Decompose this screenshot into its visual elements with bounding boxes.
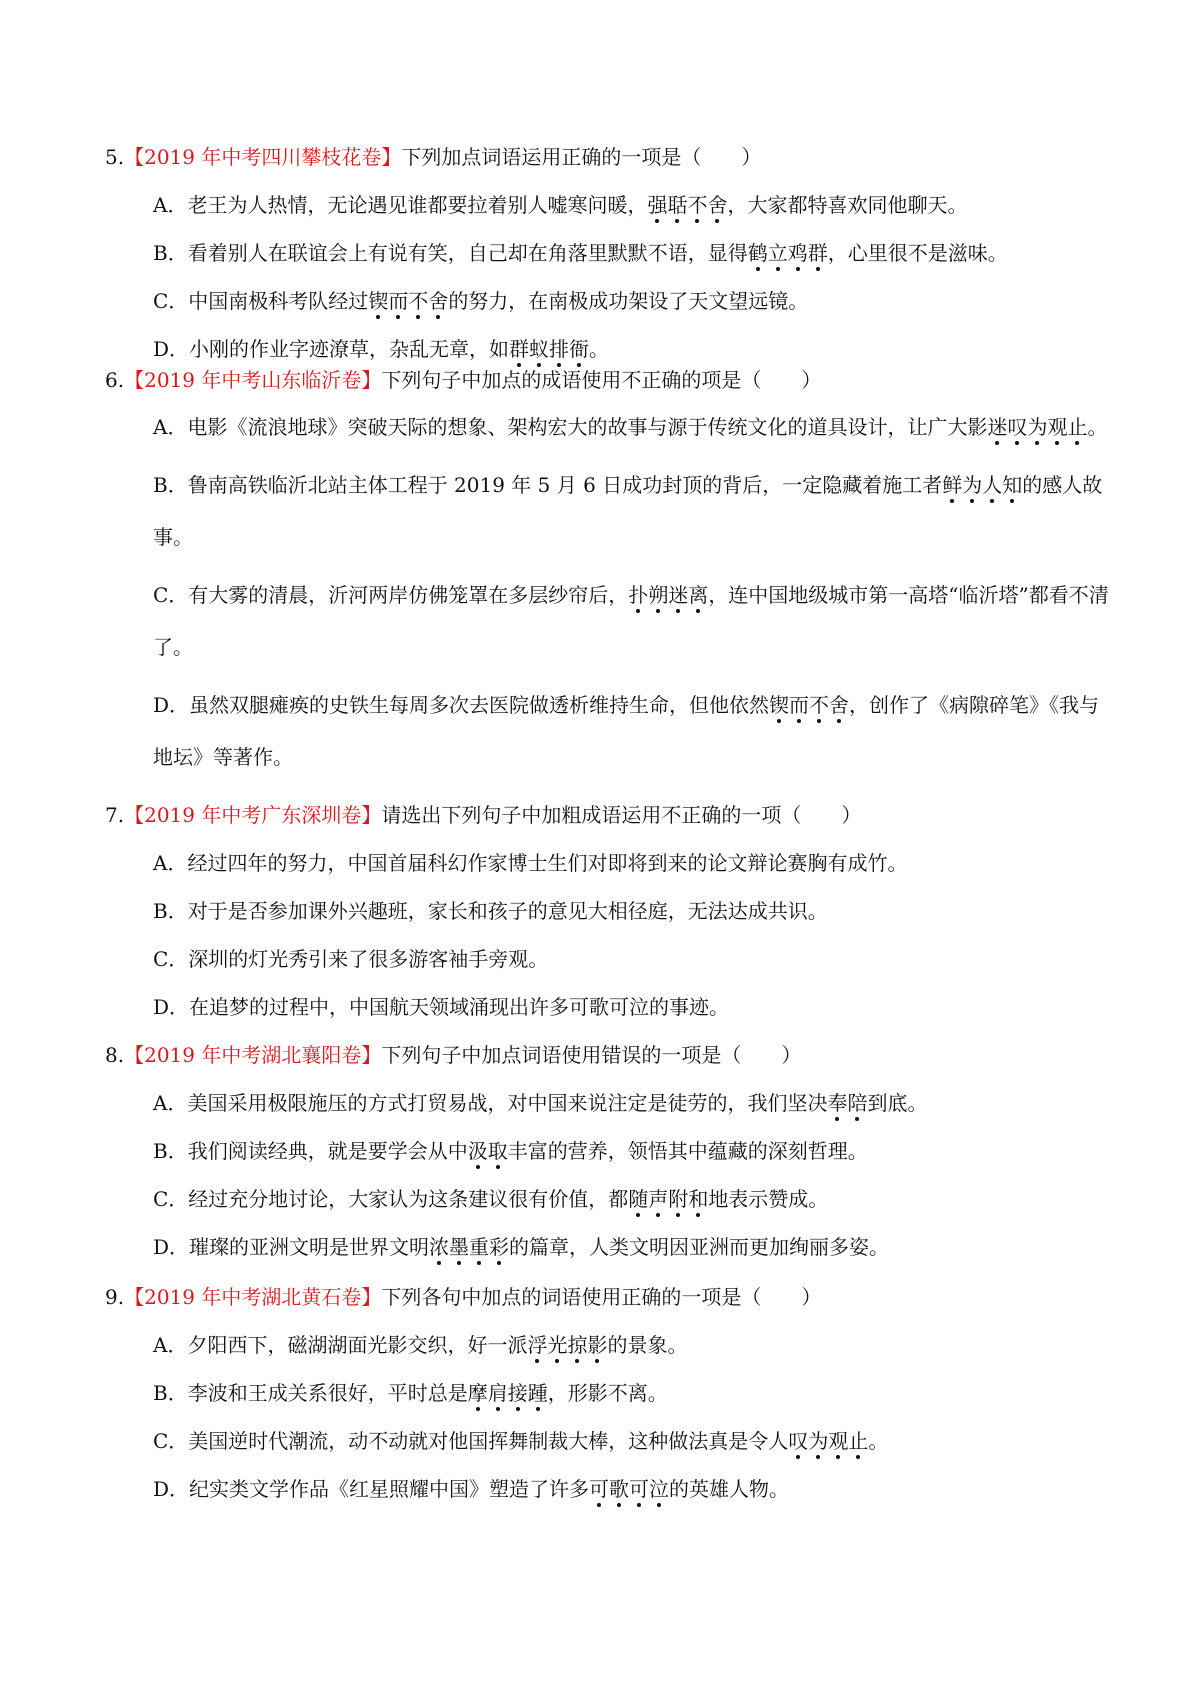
question-number: 5.: [105, 145, 125, 169]
question-number: 7.: [105, 803, 125, 827]
dotted-phrase: [769, 693, 849, 717]
question-text: 下列句子中加点的成语使用不正确的项是（ ）: [381, 368, 822, 392]
dotted-character: 止: [848, 1429, 869, 1453]
question-8: [105, 1040, 1115, 1262]
question-6: [105, 365, 1115, 783]
option-d: [153, 679, 1115, 783]
dotted-character: 舍: [428, 289, 449, 313]
dotted-character: 群: [807, 241, 828, 265]
dotted-character: 锲: [769, 693, 790, 717]
dotted-phrase: [429, 1235, 509, 1259]
option-text: B．看着别人在联谊会上有说有笑，自己却在角落里默默不语，显得: [153, 241, 748, 265]
option-text: 的篇章，人类文明因亚洲而更加绚丽多姿。: [509, 1235, 890, 1259]
dotted-phrase: [589, 1477, 669, 1501]
dotted-character: 浓: [429, 1235, 450, 1259]
dotted-phrase: [628, 583, 708, 607]
dotted-character: 蚁: [529, 337, 550, 361]
dotted-character: 影: [587, 1333, 608, 1357]
dotted-character: 歌: [609, 1477, 630, 1501]
question-5: [105, 142, 1115, 364]
option-d: [153, 334, 1115, 364]
dotted-phrase: [509, 337, 589, 361]
option-text: 丰富的营养，领悟其中蕴藏的深刻哲理。: [507, 1139, 868, 1163]
question-text: 请选出下列句子中加粗成语运用不正确的一项（ ）: [381, 803, 862, 827]
dotted-phrase: [647, 193, 727, 217]
dotted-character: 为: [1027, 415, 1048, 439]
dotted-character: 鲜: [942, 473, 963, 497]
option-d: [153, 1474, 1115, 1504]
dotted-character: 重: [469, 1235, 490, 1259]
dotted-character: 扑: [628, 583, 649, 607]
option-text: B．李波和王成关系很好，平时总是: [153, 1381, 468, 1405]
option-text: C．美国逆时代潮流，动不动就对他国挥舞制裁大棒，这种做法真是令人: [153, 1429, 789, 1453]
dotted-character: 泣: [649, 1477, 670, 1501]
option-text: 到底。: [867, 1091, 928, 1115]
option-text: A．经过四年的努力，中国首届科幻作家博士生们对即将到来的论文辩论赛胸有成竹。: [153, 851, 908, 875]
option-text: C．中国南极科考队经过: [153, 289, 369, 313]
option-d: [153, 1232, 1115, 1262]
question-number: 8.: [105, 1043, 125, 1067]
dotted-character: 和: [688, 1187, 709, 1211]
option-text: 。: [589, 337, 610, 361]
question-text: 下列加点词语运用正确的一项是（ ）: [401, 145, 762, 169]
option-text: D．璀璨的亚洲文明是世界文明: [153, 1235, 430, 1259]
option-text: ，创作了《病隙碎笔》《我与地坛》等著作。: [153, 693, 1100, 769]
option-a: [153, 848, 1115, 878]
option-text: C．有大雾的清晨，沂河两岸仿佛笼罩在多层纱帘后，: [153, 583, 629, 607]
dotted-character: 锲: [368, 289, 389, 313]
option-d: [153, 992, 1115, 1022]
option-text: ，心里很不是滋味。: [827, 241, 1008, 265]
dotted-character: 为: [808, 1429, 829, 1453]
dotted-character: 浮: [527, 1333, 548, 1357]
dotted-character: 不: [687, 193, 708, 217]
dotted-character: 随: [628, 1187, 649, 1211]
dotted-phrase: [468, 1139, 508, 1163]
option-text: 地表示赞成。: [708, 1187, 829, 1211]
dotted-phrase: [827, 1091, 867, 1115]
option-text: A．老王为人热情，无论遇见谁都要拉着别人嘘寒问暖，: [153, 193, 648, 217]
dotted-character: 光: [547, 1333, 568, 1357]
option-text: 。: [868, 1429, 889, 1453]
question-stem: [105, 800, 1115, 830]
option-b: [153, 1136, 1115, 1166]
dotted-character: 立: [767, 241, 788, 265]
dotted-character: 迷: [987, 415, 1008, 439]
dotted-character: 衙: [569, 337, 590, 361]
option-text: B．对于是否参加课外兴趣班，家长和孩子的意见大相径庭，无法达成共识。: [153, 899, 828, 923]
dotted-character: 声: [648, 1187, 669, 1211]
dotted-character: 人: [982, 473, 1003, 497]
source-tag: 【2019 年中考湖北襄阳卷】: [124, 1043, 382, 1067]
option-a: [153, 1088, 1115, 1118]
dotted-character: 踵: [527, 1381, 548, 1405]
option-text: C．经过充分地讨论，大家认为这条建议很有价值，都: [153, 1187, 629, 1211]
option-c: [153, 1184, 1115, 1214]
dotted-character: 而: [388, 289, 409, 313]
option-b: [153, 896, 1115, 926]
dotted-character: 离: [688, 583, 709, 607]
dotted-character: 叹: [1007, 415, 1028, 439]
dotted-character: 摩: [467, 1381, 488, 1405]
option-text: A．电影《流浪地球》突破天际的想象、架构宏大的故事与源于传统文化的道具设计，让广大影: [153, 415, 988, 439]
option-a: [153, 1330, 1115, 1360]
question-number: 6.: [105, 368, 125, 392]
option-b: [153, 1378, 1115, 1408]
dotted-phrase: [987, 415, 1087, 439]
question-text: 下列各句中加点的词语使用正确的一项是（ ）: [381, 1285, 822, 1309]
option-text: A．美国采用极限施压的方式打贸易战，对中国来说注定是徒劳的，我们坚决: [153, 1091, 828, 1115]
option-text: D．虽然双腿瘫痪的史铁生每周多次去医院做透析维持生命，但他依然: [153, 693, 770, 717]
dotted-character: 排: [549, 337, 570, 361]
dotted-character: 可: [629, 1477, 650, 1501]
dotted-character: 观: [828, 1429, 849, 1453]
dotted-character: 掠: [567, 1333, 588, 1357]
dotted-phrase: [468, 1381, 548, 1405]
option-text: D．纪实类文学作品《红星照耀中国》塑造了许多: [153, 1477, 590, 1501]
dotted-character: 群: [509, 337, 530, 361]
option-text: D．在追梦的过程中，中国航天领域涌现出许多可歌可泣的事迹。: [153, 995, 730, 1019]
source-tag: 【2019 年中考广东深圳卷】: [124, 803, 382, 827]
option-text: B．我们阅读经典，就是要学会从中: [153, 1139, 468, 1163]
dotted-character: 知: [1002, 473, 1023, 497]
option-c: [153, 569, 1115, 673]
source-tag: 【2019 年中考四川攀枝花卷】: [124, 145, 402, 169]
dotted-character: 聒: [667, 193, 688, 217]
dotted-character: 墨: [449, 1235, 470, 1259]
option-b: [153, 459, 1115, 563]
source-tag: 【2019 年中考湖北黄石卷】: [124, 1285, 382, 1309]
option-a: [153, 401, 1115, 453]
dotted-phrase: [527, 1333, 607, 1357]
dotted-character: 观: [1047, 415, 1068, 439]
dotted-character: 不: [809, 693, 830, 717]
option-text: 的努力，在南极成功架设了天文望远镜。: [448, 289, 809, 313]
dotted-character: 而: [789, 693, 810, 717]
question-stem: [105, 142, 1115, 172]
option-c: [153, 944, 1115, 974]
dotted-character: 舍: [707, 193, 728, 217]
option-text: 。: [1087, 415, 1108, 439]
option-text: B．鲁南高铁临沂北站主体工程于 2019 年 5 月 6 日成功封顶的背后，一定隐藏着施工者: [153, 473, 943, 497]
option-text: A．夕阳西下，磁湖湖面光影交织，好一派: [153, 1333, 528, 1357]
dotted-character: 接: [507, 1381, 528, 1405]
option-c: [153, 286, 1115, 316]
option-text: 的英雄人物。: [669, 1477, 790, 1501]
option-text: 的感人故事。: [153, 473, 1103, 549]
option-a: [153, 190, 1115, 220]
question-9: [105, 1282, 1115, 1504]
dotted-character: 为: [962, 473, 983, 497]
question-7: [105, 800, 1115, 1022]
dotted-phrase: [788, 1429, 868, 1453]
dotted-character: 鹤: [747, 241, 768, 265]
option-text: ，形影不离。: [547, 1381, 668, 1405]
dotted-character: 朔: [648, 583, 669, 607]
dotted-character: 不: [408, 289, 429, 313]
dotted-phrase: [368, 289, 448, 313]
dotted-phrase: [748, 241, 828, 265]
dotted-character: 舍: [829, 693, 850, 717]
dotted-character: 汲: [467, 1139, 488, 1163]
dotted-character: 奉: [827, 1091, 848, 1115]
option-text: ，大家都特喜欢同他聊天。: [727, 193, 968, 217]
dotted-character: 陪: [847, 1091, 868, 1115]
question-stem: [105, 1282, 1115, 1312]
option-b: [153, 238, 1115, 268]
question-stem: [105, 1040, 1115, 1070]
option-c: [153, 1426, 1115, 1456]
dotted-character: 可: [589, 1477, 610, 1501]
option-text: C．深圳的灯光秀引来了很多游客袖手旁观。: [153, 947, 549, 971]
question-text: 下列句子中加点词语使用错误的一项是（ ）: [381, 1043, 802, 1067]
question-number: 9.: [105, 1285, 125, 1309]
dotted-character: 强: [647, 193, 668, 217]
question-stem: [105, 365, 1115, 395]
option-text: 的景象。: [607, 1333, 688, 1357]
dotted-character: 附: [668, 1187, 689, 1211]
dotted-phrase: [942, 473, 1022, 497]
dotted-character: 彩: [489, 1235, 510, 1259]
dotted-character: 肩: [487, 1381, 508, 1405]
dotted-character: 取: [487, 1139, 508, 1163]
source-tag: 【2019 年中考山东临沂卷】: [124, 368, 382, 392]
dotted-character: 叹: [788, 1429, 809, 1453]
dotted-character: 止: [1067, 415, 1088, 439]
option-text: ，连中国地级城市第一高塔“临沂塔”都看不清了。: [153, 583, 1109, 659]
option-text: D．小刚的作业字迹潦草，杂乱无章，如: [153, 337, 510, 361]
dotted-character: 迷: [668, 583, 689, 607]
dotted-phrase: [628, 1187, 708, 1211]
dotted-character: 鸡: [787, 241, 808, 265]
